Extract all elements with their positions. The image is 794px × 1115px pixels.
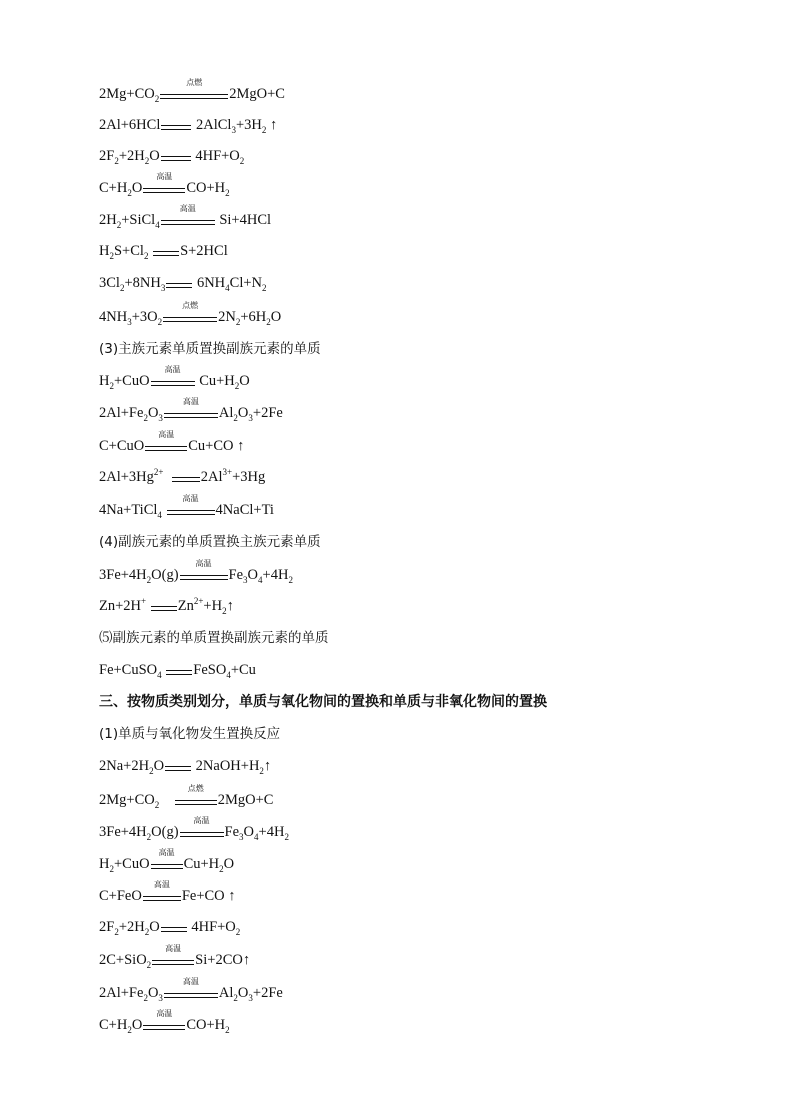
products: Si+2CO↑ (195, 952, 251, 968)
equals-sign (166, 662, 192, 680)
reactants: $2Mg+CO_2$ (99, 86, 160, 104)
reaction-condition: 高温 (182, 976, 199, 986)
reactants: $H_2+CuO$ (99, 373, 150, 391)
equation-line (99, 429, 245, 456)
products: 2MgO+C (229, 86, 285, 102)
products: $Al_2O_3+2Fe$ (218, 405, 283, 423)
reactants: $2Mg+CO_2$ (99, 792, 160, 810)
equation-line (99, 364, 250, 391)
equation-line (99, 396, 283, 423)
equals-sign (175, 783, 217, 810)
reactants: 4Na+TiCl$_4$ (99, 502, 162, 520)
equals-sign (151, 364, 195, 391)
equals-sign (180, 815, 224, 842)
reaction-condition: 高温 (182, 396, 199, 406)
products: FeSO$_4$+Cu (193, 662, 256, 680)
equals-sign (143, 1008, 185, 1035)
equals-sign (166, 275, 192, 293)
reactants: Fe+CuSO$_4$ (99, 662, 162, 680)
equation-line (99, 661, 256, 680)
subsection-title: (4)副族元素的单质置换主族元素单质 (99, 534, 321, 550)
reactants: $2F_2+2H_2O$ (99, 148, 160, 166)
reaction-condition: 高温 (182, 493, 199, 503)
reactants: $2H_2+SiCl_4$ (99, 212, 160, 230)
reaction-condition: 点燃 (187, 783, 204, 793)
equals-sign (161, 203, 215, 230)
equation-line (99, 597, 234, 616)
reactants: C+CuO (99, 438, 145, 454)
reaction-condition: 高温 (179, 203, 196, 213)
equation-line (99, 242, 228, 261)
equals-sign (180, 558, 228, 585)
products: $2N_2+6H_2O$ (218, 309, 282, 327)
equation-line (99, 757, 271, 776)
section-heading: 三、按物质类别划分，单质与氧化物间的置换和单质与非氧化物间的置换 (99, 694, 547, 710)
reactants: $H_2S+Cl_2$ (99, 243, 149, 261)
equation-line (99, 77, 285, 104)
equation-line (99, 468, 265, 487)
products: $2AlCl_3+3H_2$ ↑ (192, 117, 278, 135)
equation-line (99, 783, 274, 810)
equals-sign (153, 243, 179, 261)
reaction-condition: 高温 (165, 943, 182, 953)
reactants: $2Al+Fe_2O_3$ (99, 405, 163, 423)
reactants: $H_2+CuO$ (99, 856, 150, 874)
equation-line (99, 847, 235, 874)
products: 4NaCl+Ti (215, 502, 274, 518)
equation-line (99, 879, 236, 906)
products: $2NaOH+H_2↑$ (192, 758, 272, 776)
products: Fe+CO ↑ (181, 888, 236, 904)
equation-line (99, 147, 244, 166)
reactants: $2Al+Fe_2O_3$ (99, 985, 163, 1003)
equals-sign (143, 879, 181, 906)
products: $Fe_3O_4+4H_2$ (224, 824, 289, 842)
reactants: $3Fe+4H_2O(g)$ (99, 824, 179, 842)
equals-sign (160, 77, 228, 104)
equals-sign (167, 493, 215, 520)
products: Si+4HCl (215, 212, 272, 228)
subsection-title: (3)主族元素单质置换副族元素的单质 (99, 341, 321, 357)
reactants: $4NH_3+3O_2$ (99, 309, 163, 327)
equals-sign (164, 396, 218, 423)
reaction-condition: 点燃 (186, 77, 203, 87)
equals-sign (151, 847, 183, 874)
products: $Fe_3O_4+4H_2$ (228, 567, 293, 585)
equation-line (99, 274, 267, 293)
equals-sign (145, 429, 187, 456)
reactants: $2Al+3Hg^{2+}$ (99, 467, 164, 485)
reaction-condition: 点燃 (182, 300, 199, 310)
equation-line (99, 976, 283, 1003)
equation-line (99, 918, 240, 937)
subsection-title: (1)单质与氧化物发生置换反应 (99, 726, 281, 742)
products: $Cu+H_2O$ (195, 373, 250, 391)
reactants: Zn+2H+ (99, 596, 147, 614)
reaction-condition: 高温 (156, 171, 173, 181)
products: $CO+H_2$ (186, 180, 230, 198)
products: $Cu+H_2O$ (183, 856, 235, 874)
reaction-condition: 高温 (158, 847, 175, 857)
equation-line (99, 300, 282, 327)
reaction-condition: 高温 (153, 879, 170, 889)
reactants: $C+H_2O$ (99, 180, 143, 198)
products: 2MgO+C (217, 792, 274, 808)
equals-sign (165, 758, 191, 776)
equation-line (99, 943, 251, 970)
equals-sign (164, 976, 218, 1003)
reactants: 2C+SiO$_2$ (99, 952, 152, 970)
products: $4HF+O_2$ (187, 919, 241, 937)
reactants: 2Al+6HCl (99, 117, 161, 133)
products: S+2HCl (180, 243, 228, 259)
equation-line (99, 1008, 230, 1035)
equation-line (99, 558, 293, 585)
equals-sign (163, 300, 217, 327)
equals-sign (152, 943, 194, 970)
equation-line (99, 171, 230, 198)
reaction-condition: 高温 (164, 364, 181, 374)
products: $Al_2O_3+2Fe$ (218, 985, 283, 1003)
products: $4HF+O_2$ (191, 148, 245, 166)
subsection-title: ⑸副族元素的单质置换副族元素的单质 (99, 630, 329, 646)
products: $2Al^{3+}+3Hg$ (200, 467, 266, 485)
reactants: C+FeO (99, 888, 142, 904)
reactants: $3Fe+4H_2O(g)$ (99, 567, 179, 585)
reaction-condition: 高温 (193, 815, 210, 825)
equation-line (99, 815, 289, 842)
equals-sign (161, 117, 191, 135)
reactants: $2F_2+2H_2O$ (99, 919, 160, 937)
equals-sign (172, 469, 200, 487)
equals-sign (161, 919, 187, 937)
products: $Zn^{2+}+H_2↑$ (177, 596, 234, 616)
reactants: $C+H_2O$ (99, 1017, 143, 1035)
equation-line (99, 203, 272, 230)
equation-line (99, 493, 274, 520)
reactants: $3Cl_2+8NH_3$ (99, 275, 166, 293)
products: Cu+CO ↑ (188, 438, 245, 454)
equals-sign (161, 148, 191, 166)
reactants: $2Na+2H_2O$ (99, 758, 165, 776)
reaction-condition: 高温 (156, 1008, 173, 1018)
equation-line (99, 116, 277, 135)
equals-sign (143, 171, 185, 198)
equals-sign (151, 598, 177, 616)
products: $6NH_4Cl+N_2$ (193, 275, 267, 293)
reaction-condition: 高温 (195, 558, 212, 568)
reaction-condition: 高温 (158, 429, 175, 439)
products: $CO+H_2$ (186, 1017, 230, 1035)
